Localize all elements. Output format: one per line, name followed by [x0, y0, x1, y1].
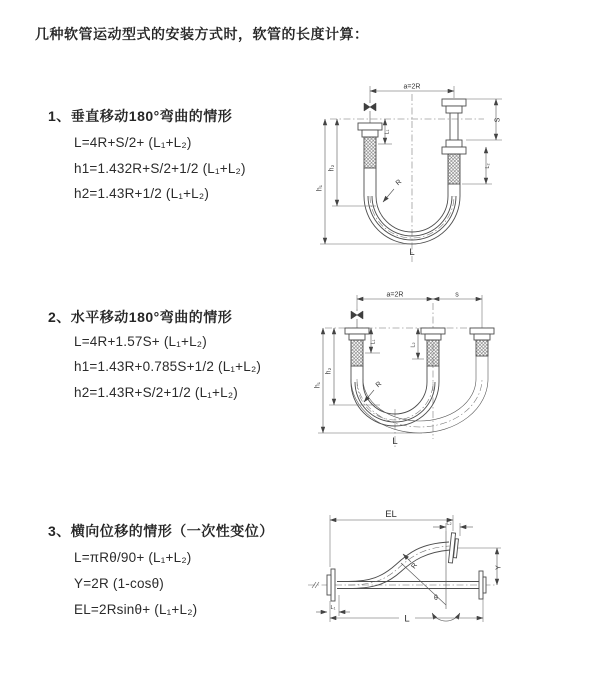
- dim-label-r: R: [374, 380, 384, 390]
- dimension-l: [330, 599, 483, 625]
- dim-label-l2: L₂: [410, 342, 417, 348]
- dim-label-y: Y: [495, 565, 503, 570]
- left-flange: [327, 569, 335, 601]
- valve-icon: [351, 309, 363, 328]
- section-1-heading: 1、垂直移动180°弯曲的情形: [48, 108, 233, 124]
- section-2-heading: 2、水平移动180°弯曲的情形: [48, 309, 233, 325]
- dim-label-s: S: [494, 117, 502, 123]
- dimension-a2r: [357, 292, 482, 329]
- angle-arc: [432, 613, 460, 621]
- dim-label-h1: h₁: [316, 184, 324, 192]
- dim-label-l2: L₂: [446, 520, 452, 527]
- dim-label-l: L: [392, 436, 398, 447]
- dimension-s: [466, 99, 502, 140]
- section-3-formula-Y: Y=2R (1-cosθ): [74, 576, 165, 591]
- section-2-formula-L: L=4R+1.57S+ (L₁+L₂): [74, 334, 207, 349]
- dim-label-a2r: a=2R: [403, 83, 421, 91]
- braided-hose-section: [351, 340, 363, 366]
- right-pipe-fitting: [470, 328, 494, 356]
- diagram-horizontal-180-bend: [310, 287, 600, 467]
- braided-hose-section: [476, 340, 488, 356]
- right-flange: [479, 571, 486, 599]
- braided-hose-section: [448, 154, 460, 184]
- dim-label-h2: h₂: [328, 164, 336, 172]
- section-3-formula-EL: EL=2Rsinθ+ (L₁+L₂): [74, 602, 198, 617]
- dim-label-a2r: a=2R: [386, 291, 404, 299]
- section-2-formula-h1: h1=1.43R+0.785S+1/2 (L₁+L₂): [74, 359, 262, 374]
- dimension-el: [330, 509, 453, 567]
- dim-label-r: R: [394, 178, 404, 188]
- dim-label-r: R: [410, 562, 420, 571]
- middle-pipe-fitting: [421, 328, 445, 366]
- dimension-s: [433, 292, 482, 300]
- dim-label-theta: θ: [434, 595, 438, 602]
- dimension-l2: [462, 147, 492, 184]
- section-3-heading: 3、横向位移的情形（一次性变位）: [48, 523, 274, 539]
- braided-hose-section: [364, 137, 376, 168]
- dim-label-l2: L₂: [485, 163, 491, 169]
- radius-callout: [364, 381, 383, 402]
- braided-hose-section: [427, 340, 439, 366]
- dim-label-s: s: [455, 291, 459, 299]
- diagram-vertical-180-bend: [312, 76, 600, 271]
- dim-label-l1: L₁: [330, 605, 336, 611]
- left-pipe-fitting: [345, 328, 369, 366]
- section-3-formula-L: L=πRθ/90+ (L₁+L₂): [74, 550, 192, 565]
- dim-label-l: L: [404, 613, 410, 625]
- section-2-formula-h2: h2=1.43R+S/2+1/2 (L₁+L₂): [74, 385, 238, 400]
- valve-icon: [364, 100, 376, 123]
- dim-label-l: L: [409, 247, 415, 258]
- section-1-formula-h2: h2=1.43R+1/2 (L₁+L₂): [74, 186, 210, 201]
- diagram-lateral-displacement: [300, 505, 600, 665]
- dim-label-l1: L₁: [384, 129, 391, 135]
- radius-callout: [383, 179, 403, 202]
- page-title: 几种软管运动型式的安装方式时，软管的长度计算：: [35, 26, 369, 42]
- right-pipe-fitting: [442, 99, 466, 184]
- section-1-formula-L: L=4R+S/2+ (L₁+L₂): [74, 135, 192, 150]
- dim-label-el: EL: [385, 509, 397, 520]
- dim-label-h2: h₂: [325, 367, 333, 375]
- left-pipe-fitting: [358, 123, 382, 168]
- dim-label-h1: h₁: [314, 381, 322, 389]
- dim-label-l1: L₁: [370, 339, 377, 345]
- hose-u-bend-position-2: [351, 356, 488, 433]
- section-1-formula-h1: h1=1.432R+S/2+1/2 (L₁+L₂): [74, 161, 246, 176]
